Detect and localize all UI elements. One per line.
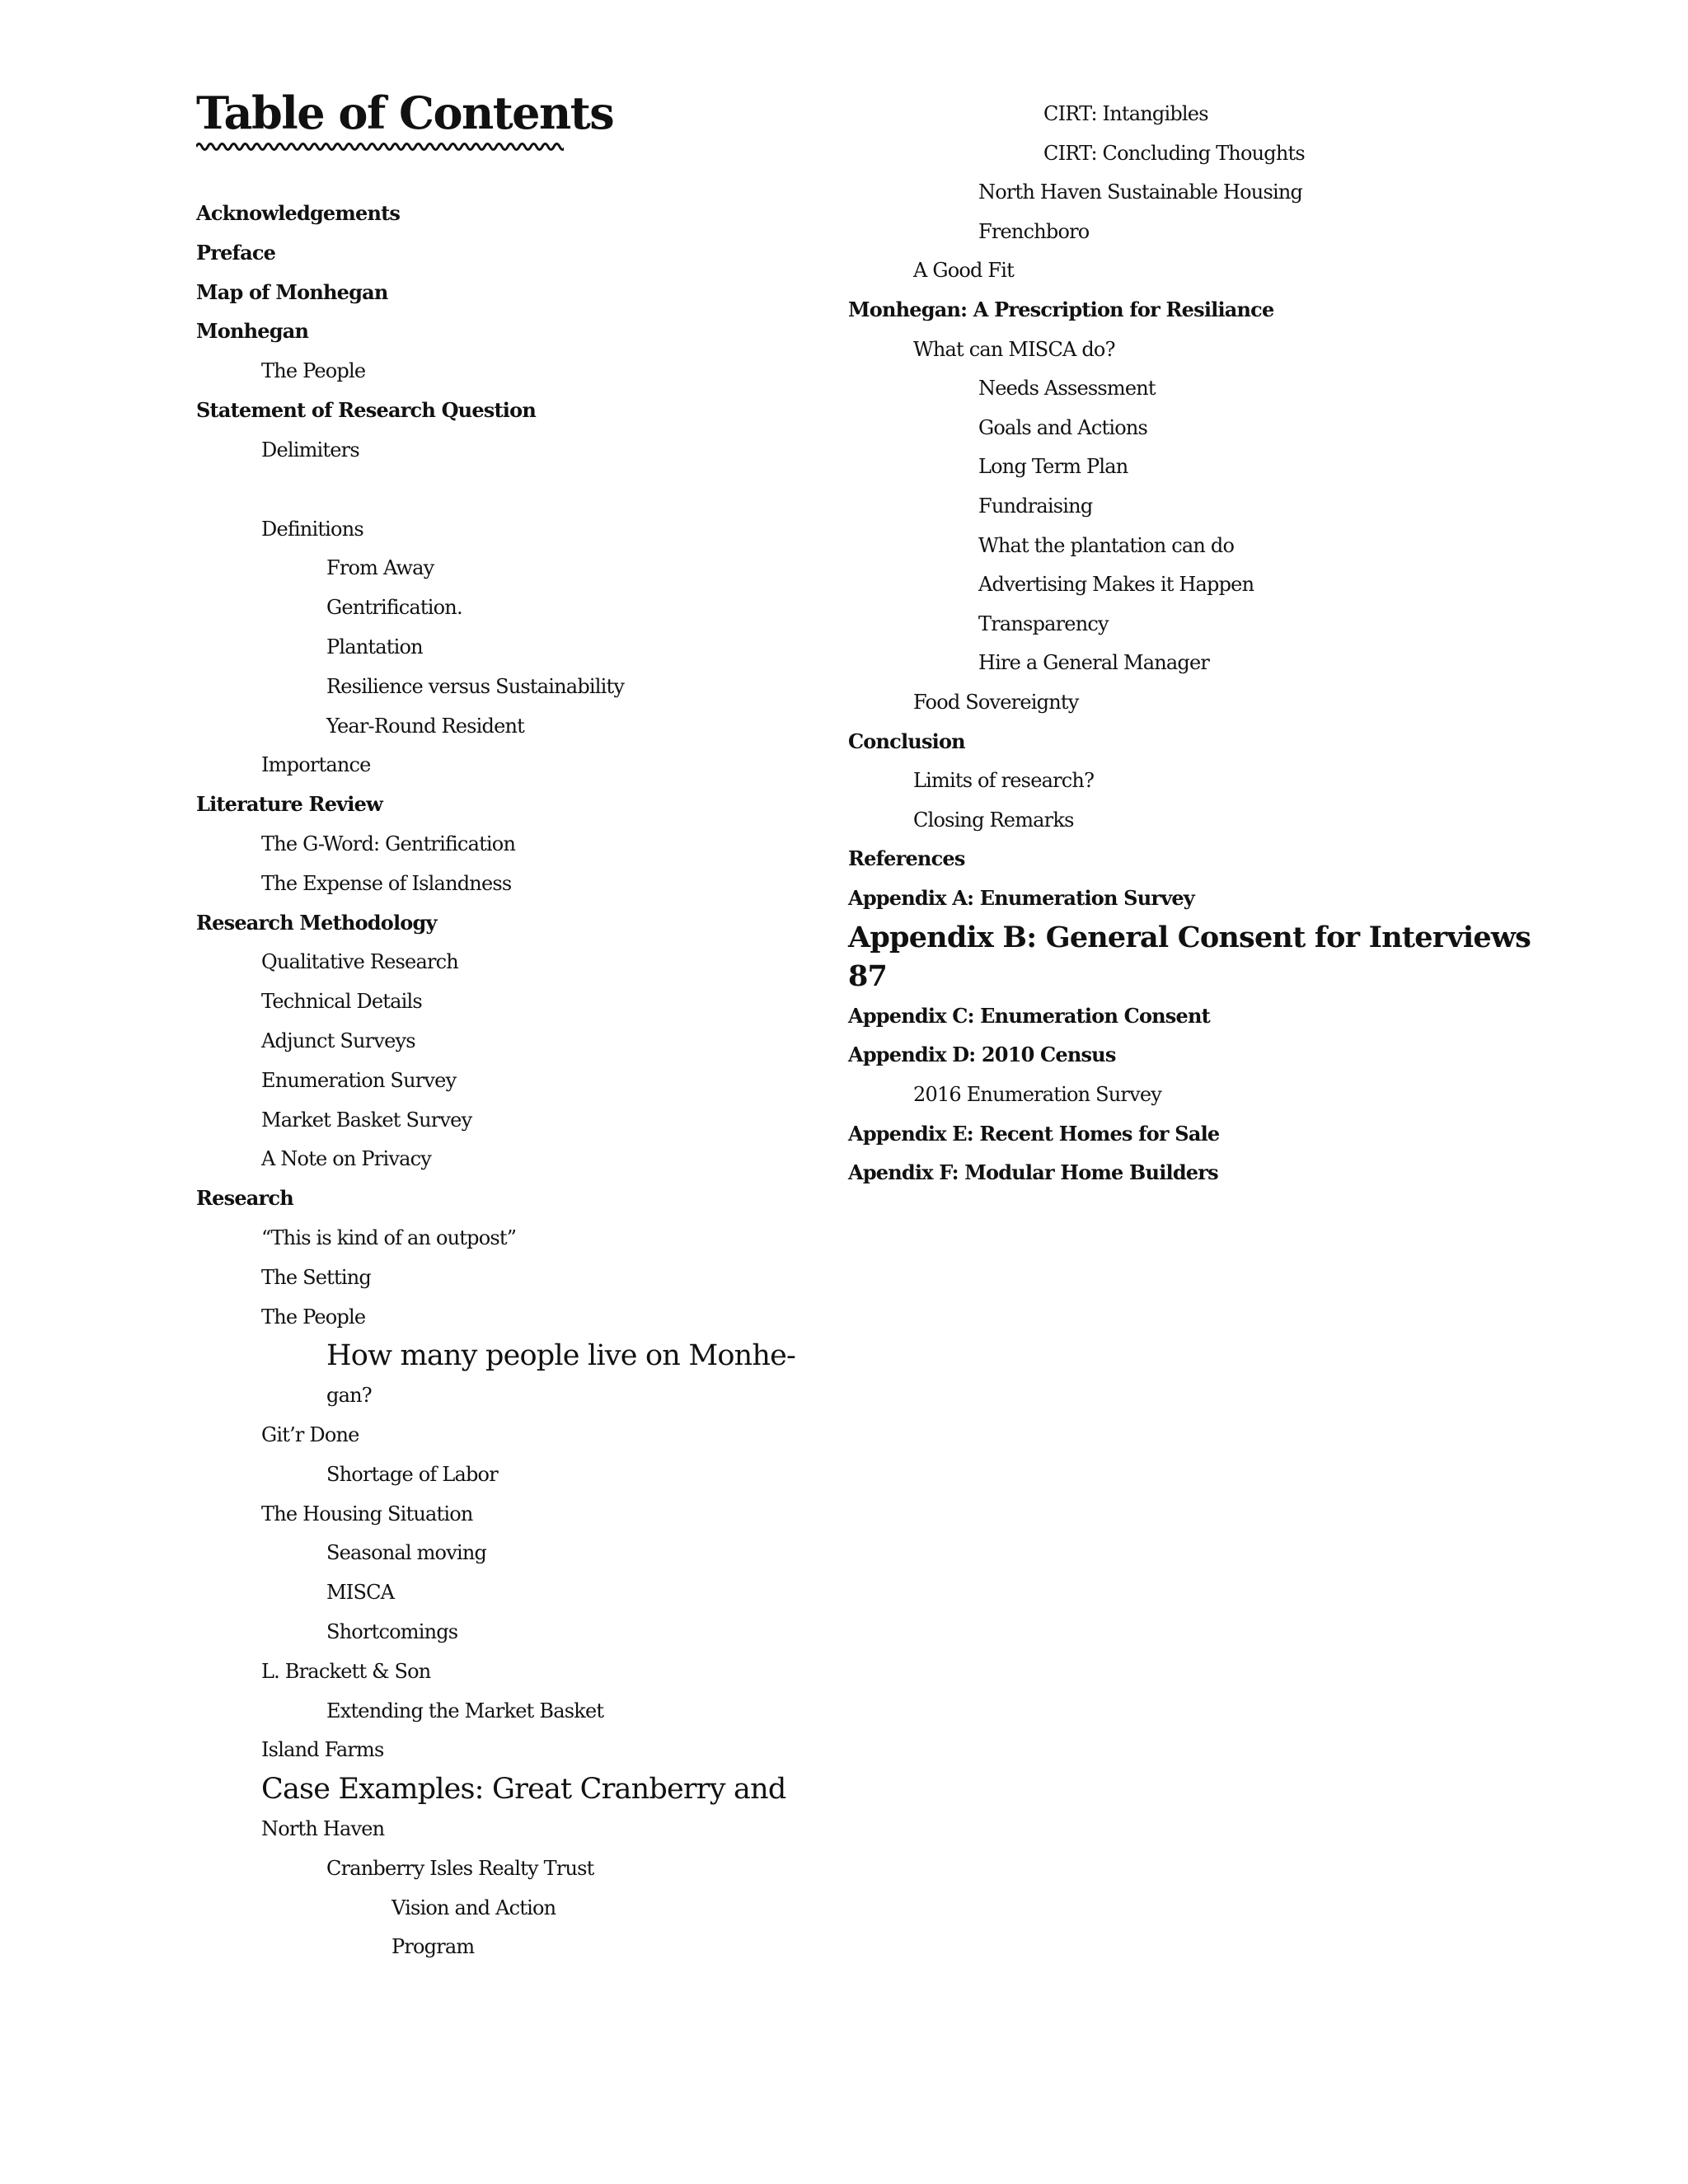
toc-entry-title: What the plantation can do bbox=[978, 533, 1235, 557]
toc-entry-title: CIRT: Intangibles bbox=[1043, 102, 1208, 125]
page-title: Table of Contents bbox=[196, 87, 614, 139]
toc-entry-title: CIRT: Concluding Thoughts bbox=[1043, 141, 1305, 165]
toc-entry-title: Preface bbox=[196, 240, 276, 265]
toc-entry-title: Market Basket Survey bbox=[261, 1108, 472, 1132]
toc-entry-title: Vision and Action bbox=[392, 1896, 556, 1919]
toc-entry-title: L. Brackett & Son bbox=[261, 1659, 431, 1683]
toc-entry-title: Seasonal moving bbox=[326, 1541, 487, 1565]
toc-entry-title: Appendix C: Enumeration Consent bbox=[848, 1003, 1210, 1028]
toc-entry-title: Importance bbox=[261, 753, 371, 777]
toc-entry-title: Resilience versus Sustainability bbox=[326, 674, 625, 698]
toc-entry-title: Long Term Plan bbox=[978, 455, 1128, 479]
toc-entry-title: Conclusion bbox=[848, 729, 965, 753]
toc-entry-title: Map of Monhegan bbox=[196, 279, 388, 304]
toc-entry-title: Apendix F: Modular Home Builders bbox=[848, 1160, 1218, 1185]
toc-entry-title: Delimiters bbox=[261, 438, 359, 462]
toc-entry-title: Transparency bbox=[978, 612, 1109, 635]
toc-entry-title: Needs Assessment bbox=[978, 377, 1156, 401]
toc-entry-title: “This is kind of an outpost” bbox=[261, 1226, 517, 1249]
toc-entry-title: Statement of Research Question bbox=[196, 398, 536, 422]
toc-entry-title: The Setting bbox=[261, 1265, 371, 1289]
toc-entry-title: Island Farms bbox=[261, 1738, 384, 1762]
toc-entry-title: The Housing Situation bbox=[261, 1502, 473, 1526]
toc-entry-title: 87 bbox=[848, 959, 888, 994]
toc-entry-title: Hire a General Manager bbox=[978, 651, 1210, 675]
toc-entry-title: What can MISCA do? bbox=[913, 337, 1115, 361]
toc-entry-title: Appendix A: Enumeration Survey bbox=[848, 886, 1194, 910]
toc-entry-title: Plantation bbox=[326, 635, 423, 658]
toc-entry-title: Monhegan: A Prescription for Resiliance bbox=[848, 298, 1274, 321]
toc-entry-title: gan? bbox=[326, 1384, 372, 1408]
toc-entry-title: Fundraising bbox=[978, 494, 1093, 518]
toc-entry-title: North Haven bbox=[261, 1817, 385, 1840]
toc-entry-title: Extending the Market Basket bbox=[326, 1699, 604, 1722]
toc-entry-title: Appendix B: General Consent for Interviews bbox=[848, 920, 1531, 954]
toc-entry-title: Cranberry Isles Realty Trust bbox=[326, 1856, 594, 1880]
toc-entry-title: Limits of research? bbox=[913, 769, 1095, 793]
toc-entry-title: Advertising Makes it Happen bbox=[978, 573, 1254, 597]
toc-entry-title: The G-Word: Gentrification bbox=[261, 832, 516, 855]
toc-entry-title: Shortcomings bbox=[326, 1620, 458, 1643]
toc-entry-title: A Note on Privacy bbox=[261, 1147, 431, 1171]
toc-entry-title: References bbox=[848, 846, 965, 871]
toc-entry-title: Definitions bbox=[261, 517, 363, 541]
toc-entry-title: Food Sovereignty bbox=[913, 691, 1079, 714]
toc-entry-title: Appendix D: 2010 Census bbox=[848, 1043, 1116, 1067]
toc-entry-title: 2016 Enumeration Survey bbox=[913, 1083, 1162, 1106]
toc-entry-title: A Good Fit bbox=[913, 259, 1014, 283]
toc-entry-title: Acknowledgements bbox=[196, 201, 401, 225]
toc-entry-title: MISCA bbox=[326, 1581, 395, 1605]
toc-entry-title: The Expense of Islandness bbox=[261, 871, 512, 895]
toc-entry-title: Research Methodology bbox=[196, 910, 437, 935]
toc-entry-title: Git’r Done bbox=[261, 1423, 359, 1446]
title-wavy-underline bbox=[196, 138, 564, 155]
toc-entry-title: Adjunct Surveys bbox=[261, 1029, 415, 1052]
toc-entry-title: Enumeration Survey bbox=[261, 1068, 457, 1092]
toc-entry-title: Technical Details bbox=[261, 990, 422, 1014]
toc-entry-title: Qualitative Research bbox=[261, 950, 458, 974]
toc-entry-title: Year-Round Resident bbox=[326, 714, 525, 738]
toc-entry-title: Monhegan bbox=[196, 319, 309, 344]
toc-entry-title: The People bbox=[261, 1305, 366, 1329]
toc-entry-title: Closing Remarks bbox=[913, 808, 1074, 832]
toc-entry-title: North Haven Sustainable Housing bbox=[978, 180, 1303, 204]
toc-entry-title: Case Examples: Great Cranberry and bbox=[261, 1773, 786, 1807]
toc-entry-title: Gentrification. bbox=[326, 596, 462, 620]
toc-entry-title: From Away bbox=[326, 556, 434, 580]
toc-entry-title: Literature Review bbox=[196, 792, 382, 817]
toc-entry-title: Frenchboro bbox=[978, 219, 1090, 243]
toc-entry-title: Research bbox=[196, 1186, 293, 1211]
toc-entry-title: The People bbox=[261, 359, 366, 383]
toc-entry-title: Shortage of Labor bbox=[326, 1462, 498, 1486]
toc-entry-title: Goals and Actions bbox=[978, 415, 1148, 439]
toc-entry-title: Program bbox=[392, 1935, 475, 1959]
toc-entry-title: How many people live on Monhe- bbox=[326, 1339, 796, 1373]
toc-entry-title: Appendix E: Recent Homes for Sale bbox=[848, 1121, 1220, 1146]
